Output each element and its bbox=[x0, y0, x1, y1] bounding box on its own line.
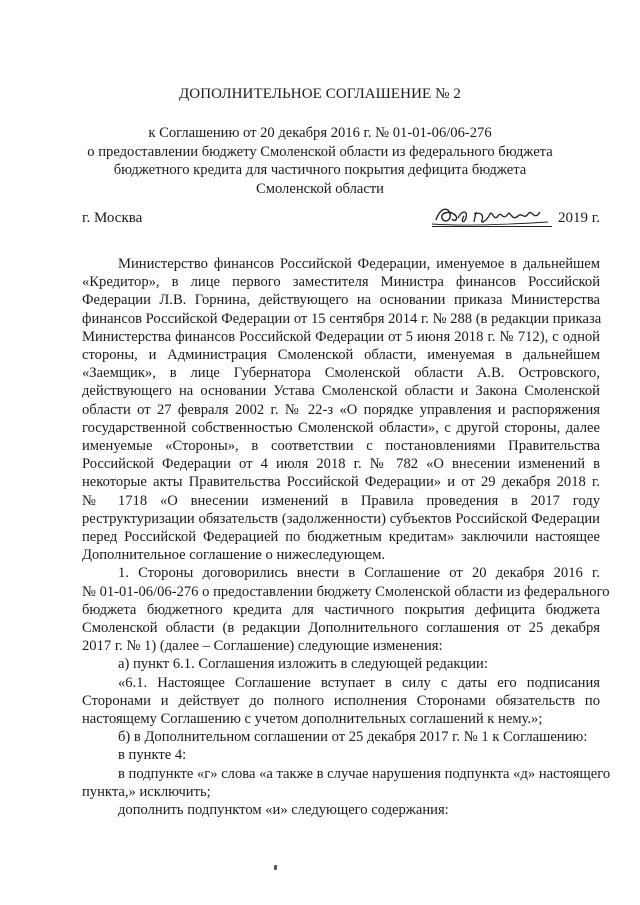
body-line: Министерство финансов Российской Федерации, именуемое в дальнейшем bbox=[118, 256, 600, 272]
body-line: Смоленской области (в редакции Дополнительного соглашения от 25 декабря bbox=[82, 620, 600, 637]
body-line: настоящему Соглашению с учетом дополнительных соглашений к нему.»; bbox=[82, 711, 543, 728]
body-line: в подпункте «г» слова «а также в случае нарушения подпункта «д» настоящего bbox=[118, 765, 611, 782]
date-field bbox=[420, 208, 600, 232]
body-line: финансов Российской Федерации от 15 сентября 2014 г. № 288 (в редакции приказа bbox=[82, 310, 602, 327]
body-line: реструктуризации обязательств (задолженности) субъектов Российской Федерации bbox=[82, 510, 600, 527]
body-line: перед Российской Федерацией по бюджетным кредитам» заключили настоящее bbox=[82, 529, 600, 546]
scan-speck bbox=[274, 865, 277, 870]
body-line: б) в Дополнительном соглашении от 25 декабря 2017 г. № 1 к Соглашению: bbox=[118, 729, 588, 746]
subtitle-line: к Соглашению от 20 декабря 2016 г. № 01-01-06/06-276 bbox=[148, 125, 492, 141]
subpoint-i bbox=[82, 801, 600, 819]
item-b bbox=[82, 728, 600, 746]
body-line: «Заемщик», в лице Губернатора Смоленской области А.В. Островского, bbox=[82, 365, 600, 382]
body-line: области от 27 февраля 2002 г. № 22-з «О порядке управления и распоряжения bbox=[82, 401, 600, 418]
body-line: стороны, и Администрация Смоленской области, именуемая в дальнейшем bbox=[82, 347, 600, 364]
body-line: бюджета бюджетного кредита для частичного покрытия дефицита бюджета bbox=[82, 601, 600, 618]
place-and-date bbox=[82, 208, 600, 232]
body-line: в пункте 4: bbox=[118, 747, 187, 764]
document-title: ДОПОЛНИТЕЛЬНОЕ СОГЛАШЕНИЕ № 2 bbox=[178, 86, 462, 102]
body-line: Дополнительное соглашение о нижеследующем. bbox=[82, 547, 386, 564]
body-line: № 1718 «О внесении изменений в Правила проведения в 2017 году bbox=[82, 492, 600, 509]
point-4 bbox=[82, 746, 600, 764]
body-line: 2017 г. № 1) (далее – Соглашение) следующие изменения: bbox=[82, 638, 443, 655]
body-line: государственной собственностью Смоленской области», с другой стороны, далее bbox=[82, 419, 600, 436]
subtitle-line: о предоставлении бюджету Смоленской области из федерального бюджета bbox=[87, 143, 553, 160]
item-a bbox=[82, 655, 600, 673]
body-line: дополнить подпунктом «и» следующего содержания: bbox=[118, 802, 449, 819]
body-line: Федерации Л.В. Горнина, действующего на основании приказа Министерства bbox=[82, 292, 600, 309]
subpoint-g bbox=[82, 765, 611, 801]
body-line: именуемые «Стороны», в соответствии с постановлениями Правительства bbox=[82, 438, 600, 455]
document-subtitle bbox=[0, 124, 640, 198]
date-underline bbox=[432, 226, 552, 227]
body-line: Российской Федерации от 4 июля 2018 г. № 782 «О внесении изменений в bbox=[82, 456, 600, 473]
subtitle-line: бюджетного кредита для частичного покрытия дефицита бюджета bbox=[113, 162, 527, 178]
paragraph-clause-1 bbox=[82, 564, 610, 655]
body-line: а) пункт 6.1. Соглашения изложить в следующей редакции: bbox=[118, 656, 488, 673]
paragraph-parties bbox=[82, 255, 600, 564]
quote-6-1 bbox=[82, 674, 600, 729]
body-line: некоторые акты Правительства Российской Федерации» и от 29 декабря 2018 г. bbox=[82, 474, 600, 491]
body-line: Министерства финансов Российской Федерации от 5 июня 2018 г. № 712), с одной bbox=[82, 328, 600, 345]
body-line: пункта,» исключить; bbox=[82, 783, 211, 800]
subtitle-line: Смоленской области bbox=[255, 180, 384, 197]
body-line: Сторонами и действует до полного исполнения Сторонами обязательств по bbox=[82, 692, 600, 709]
body-line: 1. Стороны договорились внести в Соглашение от 20 декабря 2016 г. bbox=[118, 565, 600, 582]
body-line: «Кредитор», в лице первого заместителя Министра финансов Российской bbox=[82, 274, 600, 291]
year-label: 2019 г. bbox=[558, 210, 600, 226]
document-body bbox=[82, 255, 611, 819]
body-line: действующего на основании Устава Смоленской области и Закона Смоленской bbox=[82, 383, 600, 400]
city-label: г. Москва bbox=[82, 210, 143, 226]
body-line: № 01-01-06/06-276 о предоставлении бюджету Смоленской области из федерального bbox=[82, 583, 610, 600]
body-line: «6.1. Настоящее Соглашение вступает в силу с даты его подписания bbox=[118, 674, 600, 691]
